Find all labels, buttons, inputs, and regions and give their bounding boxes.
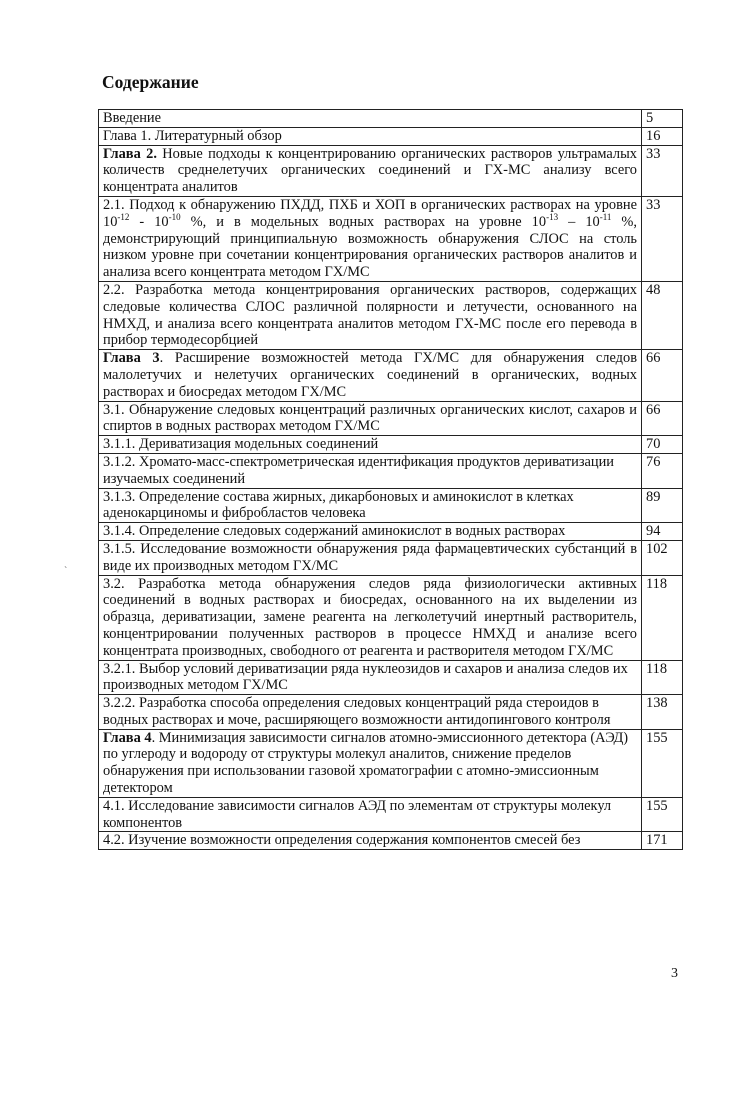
toc-row-section-3-1-3	[99, 488, 683, 523]
toc-page-number: 66	[642, 350, 683, 401]
chapter-title: Новые подходы к концентрированию органических растворов ультрамалых количеств среднелетучих органических соединений и ГХ-МС анализу всего концентрата аналитов	[103, 145, 637, 196]
toc-page-number: 118	[642, 660, 683, 695]
chapter-title: . Расширение возможностей метода ГХ/МС для обнаружения следов малолетучих и нелетучих органических соединений в органических, водных растворах и биосредах методом ГХ/МС	[103, 350, 637, 400]
toc-entry-text: Введение	[99, 110, 642, 128]
toc-entry-text: 3.2.1. Выбор условий дериватизации ряда нуклеозидов и сахаров и анализа следов их производных методом ГХ/МС	[99, 660, 642, 695]
toc-page-number: 33	[642, 196, 683, 281]
toc-row-chapter-2	[99, 145, 683, 196]
toc-entry-text: 3.2.2. Разработка способа определения следовых концентраций ряда стероидов в водных растворах и моче, расширяющего возможности антидопингового контроля	[99, 695, 642, 730]
toc-row-section-4-2	[99, 832, 683, 850]
toc-row-section-3-2-2	[99, 695, 683, 730]
page-number: 3	[671, 966, 678, 981]
toc-page-number: 33	[642, 145, 683, 196]
toc-page-number: 66	[642, 401, 683, 436]
toc-row-section-3-1	[99, 401, 683, 436]
toc-page-number: 16	[642, 127, 683, 145]
toc-entry-text	[99, 729, 642, 797]
toc-row-section-3-2-1	[99, 660, 683, 695]
chapter-label: Глава 4	[103, 729, 152, 746]
toc-row-section-2-1	[99, 196, 683, 281]
toc-entry-text: 4.2. Изучение возможности определения содержания компонентов смесей без	[99, 832, 642, 850]
toc-entry-text: 3.1. Обнаружение следовых концентраций различных органических кислот, сахаров и спиртов в водных растворах методом ГХ/МС	[99, 401, 642, 436]
toc-page-number: 70	[642, 436, 683, 454]
toc-row-section-3-1-5	[99, 540, 683, 575]
toc-entry-text: 3.1.2. Хромато-масс-спектрометрическая идентификация продуктов дериватизации изучаемых соединений	[99, 453, 642, 488]
table-of-contents	[98, 109, 683, 850]
toc-entry-text	[99, 350, 642, 401]
chapter-label: Глава 3	[103, 350, 160, 367]
toc-entry-text: 2.2. Разработка метода концентрирования органических растворов, содержащих следовые количества СЛОС различной полярности и летучести, основанного на НМХД, и анализа всего концентрата аналитов методом ГХ-МС после его перевода в прибор термодесорбцией	[99, 281, 642, 349]
toc-page-number: 155	[642, 729, 683, 797]
toc-row-introduction	[99, 110, 683, 128]
toc-row-chapter-4	[99, 729, 683, 797]
toc-entry-text: 3.1.4. Определение следовых содержаний аминокислот в водных растворах	[99, 523, 642, 541]
toc-page-number: 138	[642, 695, 683, 730]
toc-row-section-3-1-4	[99, 523, 683, 541]
toc-page-number: 76	[642, 453, 683, 488]
toc-row-section-2-2	[99, 281, 683, 349]
toc-row-section-3-1-2	[99, 453, 683, 488]
toc-entry-text	[99, 145, 642, 196]
toc-page-number: 118	[642, 575, 683, 660]
toc-page-number: 102	[642, 540, 683, 575]
toc-page-number: 48	[642, 281, 683, 349]
toc-row-section-3-2	[99, 575, 683, 660]
toc-page-number: 94	[642, 523, 683, 541]
toc-entry-text: 3.1.3. Определение состава жирных, дикарбоновых и аминокислот в клетках аденокарциномы и фибробластов человека	[99, 488, 642, 523]
toc-page-number: 89	[642, 488, 683, 523]
toc-page-number: 5	[642, 110, 683, 128]
chapter-label: Глава 2.	[103, 145, 157, 162]
toc-page-number: 171	[642, 832, 683, 850]
toc-row-section-4-1	[99, 797, 683, 832]
scan-artifact-mark: `	[64, 566, 68, 577]
chapter-title: . Минимизация зависимости сигналов атомно-эмиссионного детектора (АЭД) по углероду и водороду от структуры молекул аналитов, снижение пределов обнаружения при использовании газовой хроматографии с атомно-эмиссионным детектором	[103, 729, 629, 797]
toc-entry-text: 3.1.1. Дериватизация модельных соединений	[99, 436, 642, 454]
toc-entry-text: 2.1. Подход к обнаружению ПХДД, ПХБ и ХОП в органических растворах на уровне $10^{-12} - 10^{-10}$ %, и в модельных водных растворах на уровне $10^{-13} - 10^{-11}$ %, демонстрирующий принципиальную возможность обнаружения СЛОС на столь низком уровне при сочетании концентрирования органических растворов аналитов и анализа всего концентрата методом ГХ/МС	[99, 196, 642, 281]
toc-entry-text: Глава 1. Литературный обзор	[99, 127, 642, 145]
toc-entry-text: 3.1.5. Исследование возможности обнаружения ряда фармацевтических субстанций в виде их производных методом ГХ/МС	[99, 540, 642, 575]
toc-entry-text: 3.2. Разработка метода обнаружения следов ряда физиологически активных соединений в водных растворах и биосредах, основанного на их выделении из образца, дериватизации, замене реагента на легколетучий инертный растворитель, концентрировании полученных растворов в процессе НМХД и анализе всего концентрата производных, свободного от реагента и растворителя методом ГХ/МС	[99, 575, 642, 660]
toc-row-chapter-1	[99, 127, 683, 145]
toc-page-number: 155	[642, 797, 683, 832]
toc-row-section-3-1-1	[99, 436, 683, 454]
page-title: Содержание	[102, 72, 199, 92]
toc-entry-text: 4.1. Исследование зависимости сигналов АЭД по элементам от структуры молекул компонентов	[99, 797, 642, 832]
toc-row-chapter-3	[99, 350, 683, 401]
